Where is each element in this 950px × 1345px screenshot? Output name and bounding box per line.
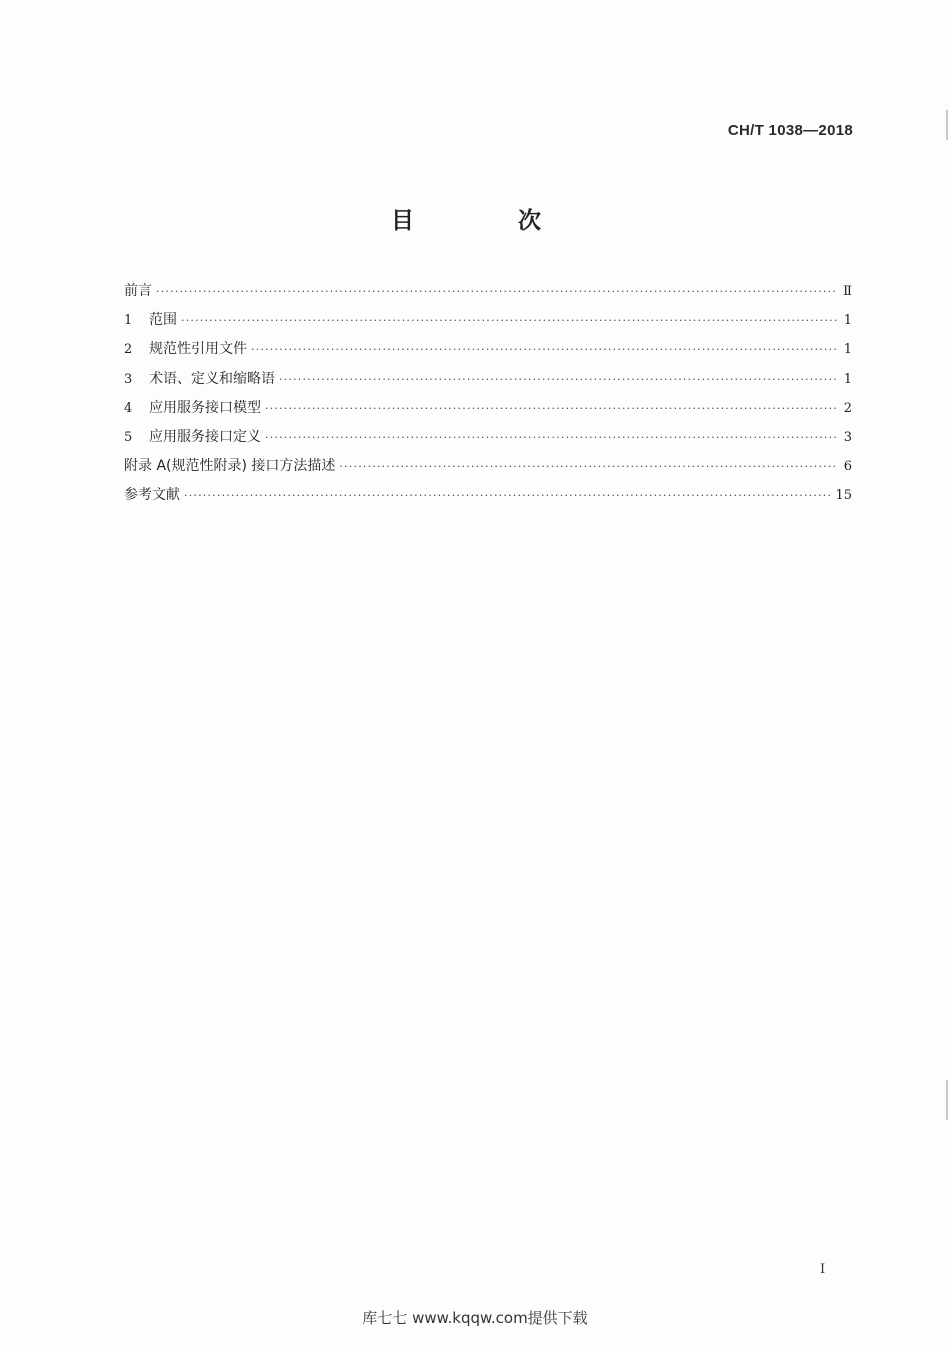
toc-entry-appendix-a[interactable] xyxy=(124,455,852,484)
toc-entry-number: 1 xyxy=(124,313,133,329)
toc-entry-interface-model[interactable] xyxy=(124,397,852,426)
download-watermark: 库七七 www.kqqw.com提供下载 xyxy=(362,1309,588,1327)
page-number: I xyxy=(820,1262,826,1277)
toc-entry-number: 5 xyxy=(124,429,133,445)
toc-entry-page: 1 xyxy=(843,371,852,387)
toc-entry-number: 3 xyxy=(124,371,133,387)
toc-entry-label: 前言 xyxy=(124,283,152,299)
toc-entry-scope[interactable] xyxy=(124,309,852,338)
toc-entry-normative-references[interactable] xyxy=(124,338,852,367)
toc-leader-dots xyxy=(181,314,838,327)
toc-entry-page: 2 xyxy=(843,400,852,416)
toc-entry-page: 3 xyxy=(843,429,852,445)
toc-leader-dots xyxy=(265,431,838,444)
toc-leader-dots xyxy=(279,373,838,386)
toc-leader-dots xyxy=(184,489,831,502)
toc-leader-dots xyxy=(156,285,838,298)
toc-entry-page: 6 xyxy=(843,459,852,475)
scan-edge-mark xyxy=(946,110,948,140)
toc-entry-bibliography[interactable] xyxy=(124,484,852,513)
table-of-contents xyxy=(124,280,852,514)
toc-entry-label: 2 规范性引用文件 xyxy=(124,341,247,358)
toc-entry-page: Ⅱ xyxy=(843,284,852,299)
toc-entry-label: 1 范围 xyxy=(124,312,177,329)
toc-leader-dots xyxy=(339,460,838,473)
scan-edge-mark xyxy=(946,1080,948,1120)
toc-entry-number: 4 xyxy=(124,400,133,416)
toc-title: 目 次 xyxy=(390,208,589,234)
toc-entry-label: 附录 A(规范性附录) 接口方法描述 xyxy=(124,458,336,475)
toc-entry-page: 15 xyxy=(835,488,852,504)
toc-leader-dots xyxy=(251,343,838,356)
toc-leader-dots xyxy=(265,402,838,415)
toc-entry-page: 1 xyxy=(843,342,852,358)
toc-entry-number: 2 xyxy=(124,342,133,358)
toc-entry-terms[interactable] xyxy=(124,368,852,397)
toc-entry-label: 5 应用服务接口定义 xyxy=(124,428,261,445)
toc-entry-interface-definition[interactable] xyxy=(124,426,852,455)
toc-entry-foreword[interactable] xyxy=(124,280,852,309)
toc-entry-label: 参考文献 xyxy=(124,487,180,504)
toc-entry-label: 3 术语、定义和缩略语 xyxy=(124,370,275,387)
toc-entry-label: 4 应用服务接口模型 xyxy=(124,399,261,416)
standard-code: CH/T 1038—2018 xyxy=(727,122,853,139)
toc-entry-page: 1 xyxy=(843,313,852,329)
